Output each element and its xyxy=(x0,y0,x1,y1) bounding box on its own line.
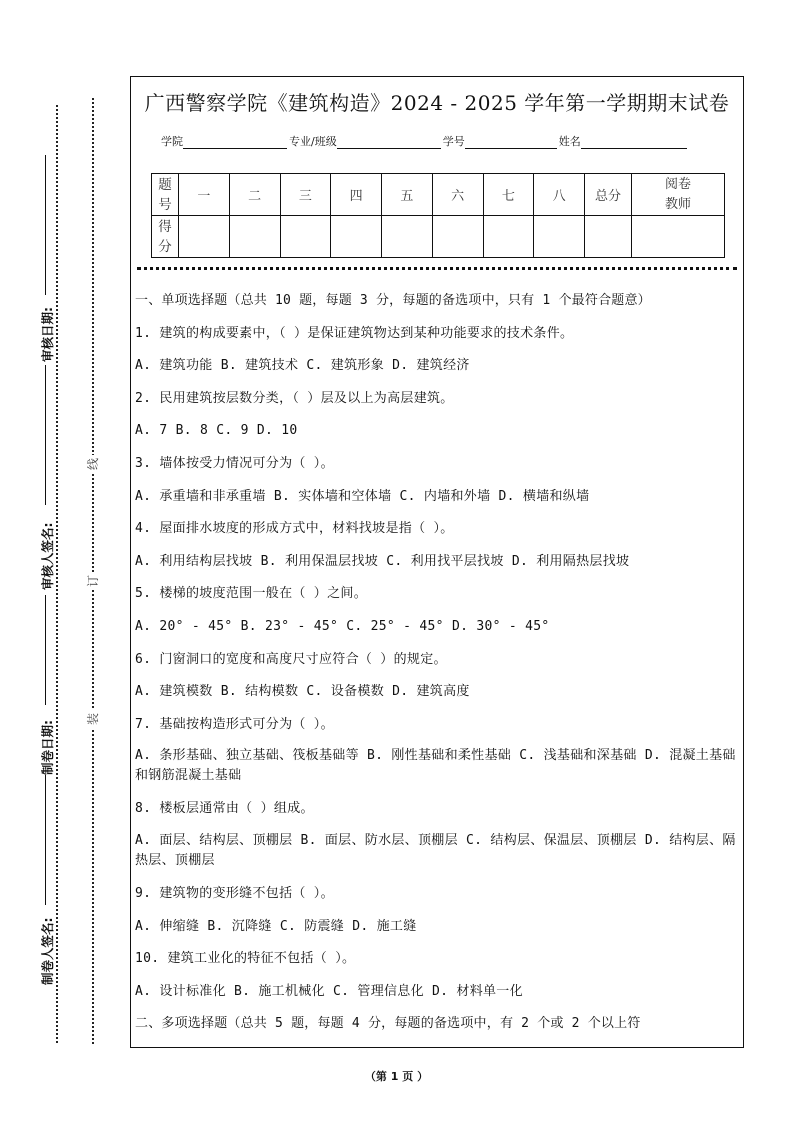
compiler-signature-line xyxy=(45,775,46,905)
compile-date-label: 制卷日期: xyxy=(40,720,55,775)
name-label: 姓名 xyxy=(558,135,581,148)
student-info-row xyxy=(161,133,689,149)
binding-margin xyxy=(0,0,130,1122)
seal-dotted-line-outer xyxy=(56,105,58,1043)
question-10-options: A. 设计标准化 B. 施工机械化 C. 管理信息化 D. 材料单一化 xyxy=(135,983,523,999)
major-class-field[interactable] xyxy=(337,136,441,149)
question-number-header: 题 号 xyxy=(152,174,179,216)
exam-content xyxy=(135,290,739,1046)
col-7: 七 xyxy=(483,174,534,216)
page-number: （第 1 页 ） xyxy=(364,1070,429,1083)
col-1: 一 xyxy=(179,174,230,216)
question-4-options: A. 利用结构层找坡 B. 利用保温层找坡 C. 利用找平层找坡 D. 利用隔热层找坡 xyxy=(135,553,630,569)
score-cell-grader[interactable] xyxy=(632,216,725,258)
score-header: 得 分 xyxy=(152,216,179,258)
student-id-field[interactable] xyxy=(465,136,557,149)
score-table xyxy=(151,173,725,258)
bind-char-xian: 线 xyxy=(84,455,102,473)
question-1: 1. 建筑的构成要素中，（ ）是保证建筑物达到某种功能要求的技术条件。 xyxy=(135,325,574,341)
col-grader: 阅卷 教师 xyxy=(632,174,725,216)
score-cell-4[interactable] xyxy=(331,216,382,258)
score-cell-total[interactable] xyxy=(585,216,632,258)
col-4: 四 xyxy=(331,174,382,216)
score-cell-6[interactable] xyxy=(432,216,483,258)
name-field[interactable] xyxy=(581,136,687,149)
bind-char-ding: 订 xyxy=(84,572,102,590)
question-3-options: A. 承重墙和非承重墙 B. 实体墙和空体墙 C. 内墙和外墙 D. 横墙和纵墙 xyxy=(135,488,590,504)
col-2: 二 xyxy=(229,174,280,216)
section1-heading: 一、单项选择题（总共 10 题，每题 3 分，每题的备选项中，只有 1 个最符合题意） xyxy=(135,293,651,308)
question-2: 2. 民用建筑按层数分类，（ ）层及以上为高层建筑。 xyxy=(135,390,454,406)
score-cell-5[interactable] xyxy=(382,216,433,258)
question-4: 4. 屋面排水坡度的形成方式中，材料找坡是指（ ）。 xyxy=(135,521,454,537)
score-table-score-row xyxy=(152,216,725,258)
review-date-label: 审核日期: xyxy=(40,307,55,362)
major-class-label: 专业/班级 xyxy=(289,135,337,148)
question-10: 10. 建筑工业化的特征不包括（ ）。 xyxy=(135,951,356,967)
col-5: 五 xyxy=(382,174,433,216)
exam-title: 广西警察学院《建筑构造》2024 - 2025 学年第一学期期末试卷 xyxy=(144,91,730,115)
question-8-options: A. 面层、结构层、顶棚层 B. 面层、防水层、顶棚层 C. 结构层、保温层、顶棚层 D. 结构层、隔热层、顶棚层 xyxy=(135,832,736,868)
col-6: 六 xyxy=(432,174,483,216)
question-7-options: A. 条形基础、独立基础、筏板基础等 B. 刚性基础和柔性基础 C. 浅基础和深基础 D. 混凝土基础和钢筋混凝土基础 xyxy=(135,748,736,784)
col-total: 总分 xyxy=(585,174,632,216)
score-cell-3[interactable] xyxy=(280,216,331,258)
exam-page-frame xyxy=(130,76,744,1048)
question-2-options: A. 7 B. 8 C. 9 D. 10 xyxy=(135,423,298,439)
score-cell-8[interactable] xyxy=(534,216,585,258)
question-5-options: A. 20° - 45° B. 23° - 45° C. 25° - 45° D. 30° - 45° xyxy=(135,618,550,634)
question-1-options: A. 建筑功能 B. 建筑技术 C. 建筑形象 D. 建筑经济 xyxy=(135,358,470,374)
section2-heading: 二、多项选择题（总共 5 题，每题 4 分，每题的备选项中，有 2 个或 2 个以上符 xyxy=(135,1016,641,1032)
college-field[interactable] xyxy=(183,136,287,149)
college-label: 学院 xyxy=(161,135,183,148)
reviewer-signature-label: 审核人签名: xyxy=(40,522,55,590)
col-3: 三 xyxy=(280,174,331,216)
review-date-line xyxy=(45,155,46,295)
student-id-label: 学号 xyxy=(442,135,465,148)
compile-date-line xyxy=(45,595,46,705)
question-9-options: A. 伸缩缝 B. 沉降缝 C. 防震缝 D. 施工缝 xyxy=(135,918,417,934)
score-cell-1[interactable] xyxy=(179,216,230,258)
question-6-options: A. 建筑模数 B. 结构模数 C. 设备模数 D. 建筑高度 xyxy=(135,684,470,700)
score-table-header-row xyxy=(152,174,725,216)
question-3: 3. 墙体按受力情况可分为（ ）。 xyxy=(135,455,334,471)
seal-dotted-line-inner xyxy=(92,98,94,1044)
question-6: 6. 门窗洞口的宽度和高度尺寸应符合（ ）的规定。 xyxy=(135,651,447,667)
score-cell-7[interactable] xyxy=(483,216,534,258)
compiler-signature-label: 制卷人签名: xyxy=(40,917,55,985)
dotted-separator xyxy=(137,267,737,270)
bind-char-zhuang: 装 xyxy=(84,710,102,728)
reviewer-signature-line xyxy=(45,365,46,505)
score-cell-2[interactable] xyxy=(229,216,280,258)
question-8: 8. 楼板层通常由（ ）组成。 xyxy=(135,801,314,817)
col-8: 八 xyxy=(534,174,585,216)
question-7: 7. 基础按构造形式可分为（ ）。 xyxy=(135,716,334,732)
question-9: 9. 建筑物的变形缝不包括（ ）。 xyxy=(135,885,334,901)
question-5: 5. 楼梯的坡度范围一般在（ ）之间。 xyxy=(135,586,368,602)
